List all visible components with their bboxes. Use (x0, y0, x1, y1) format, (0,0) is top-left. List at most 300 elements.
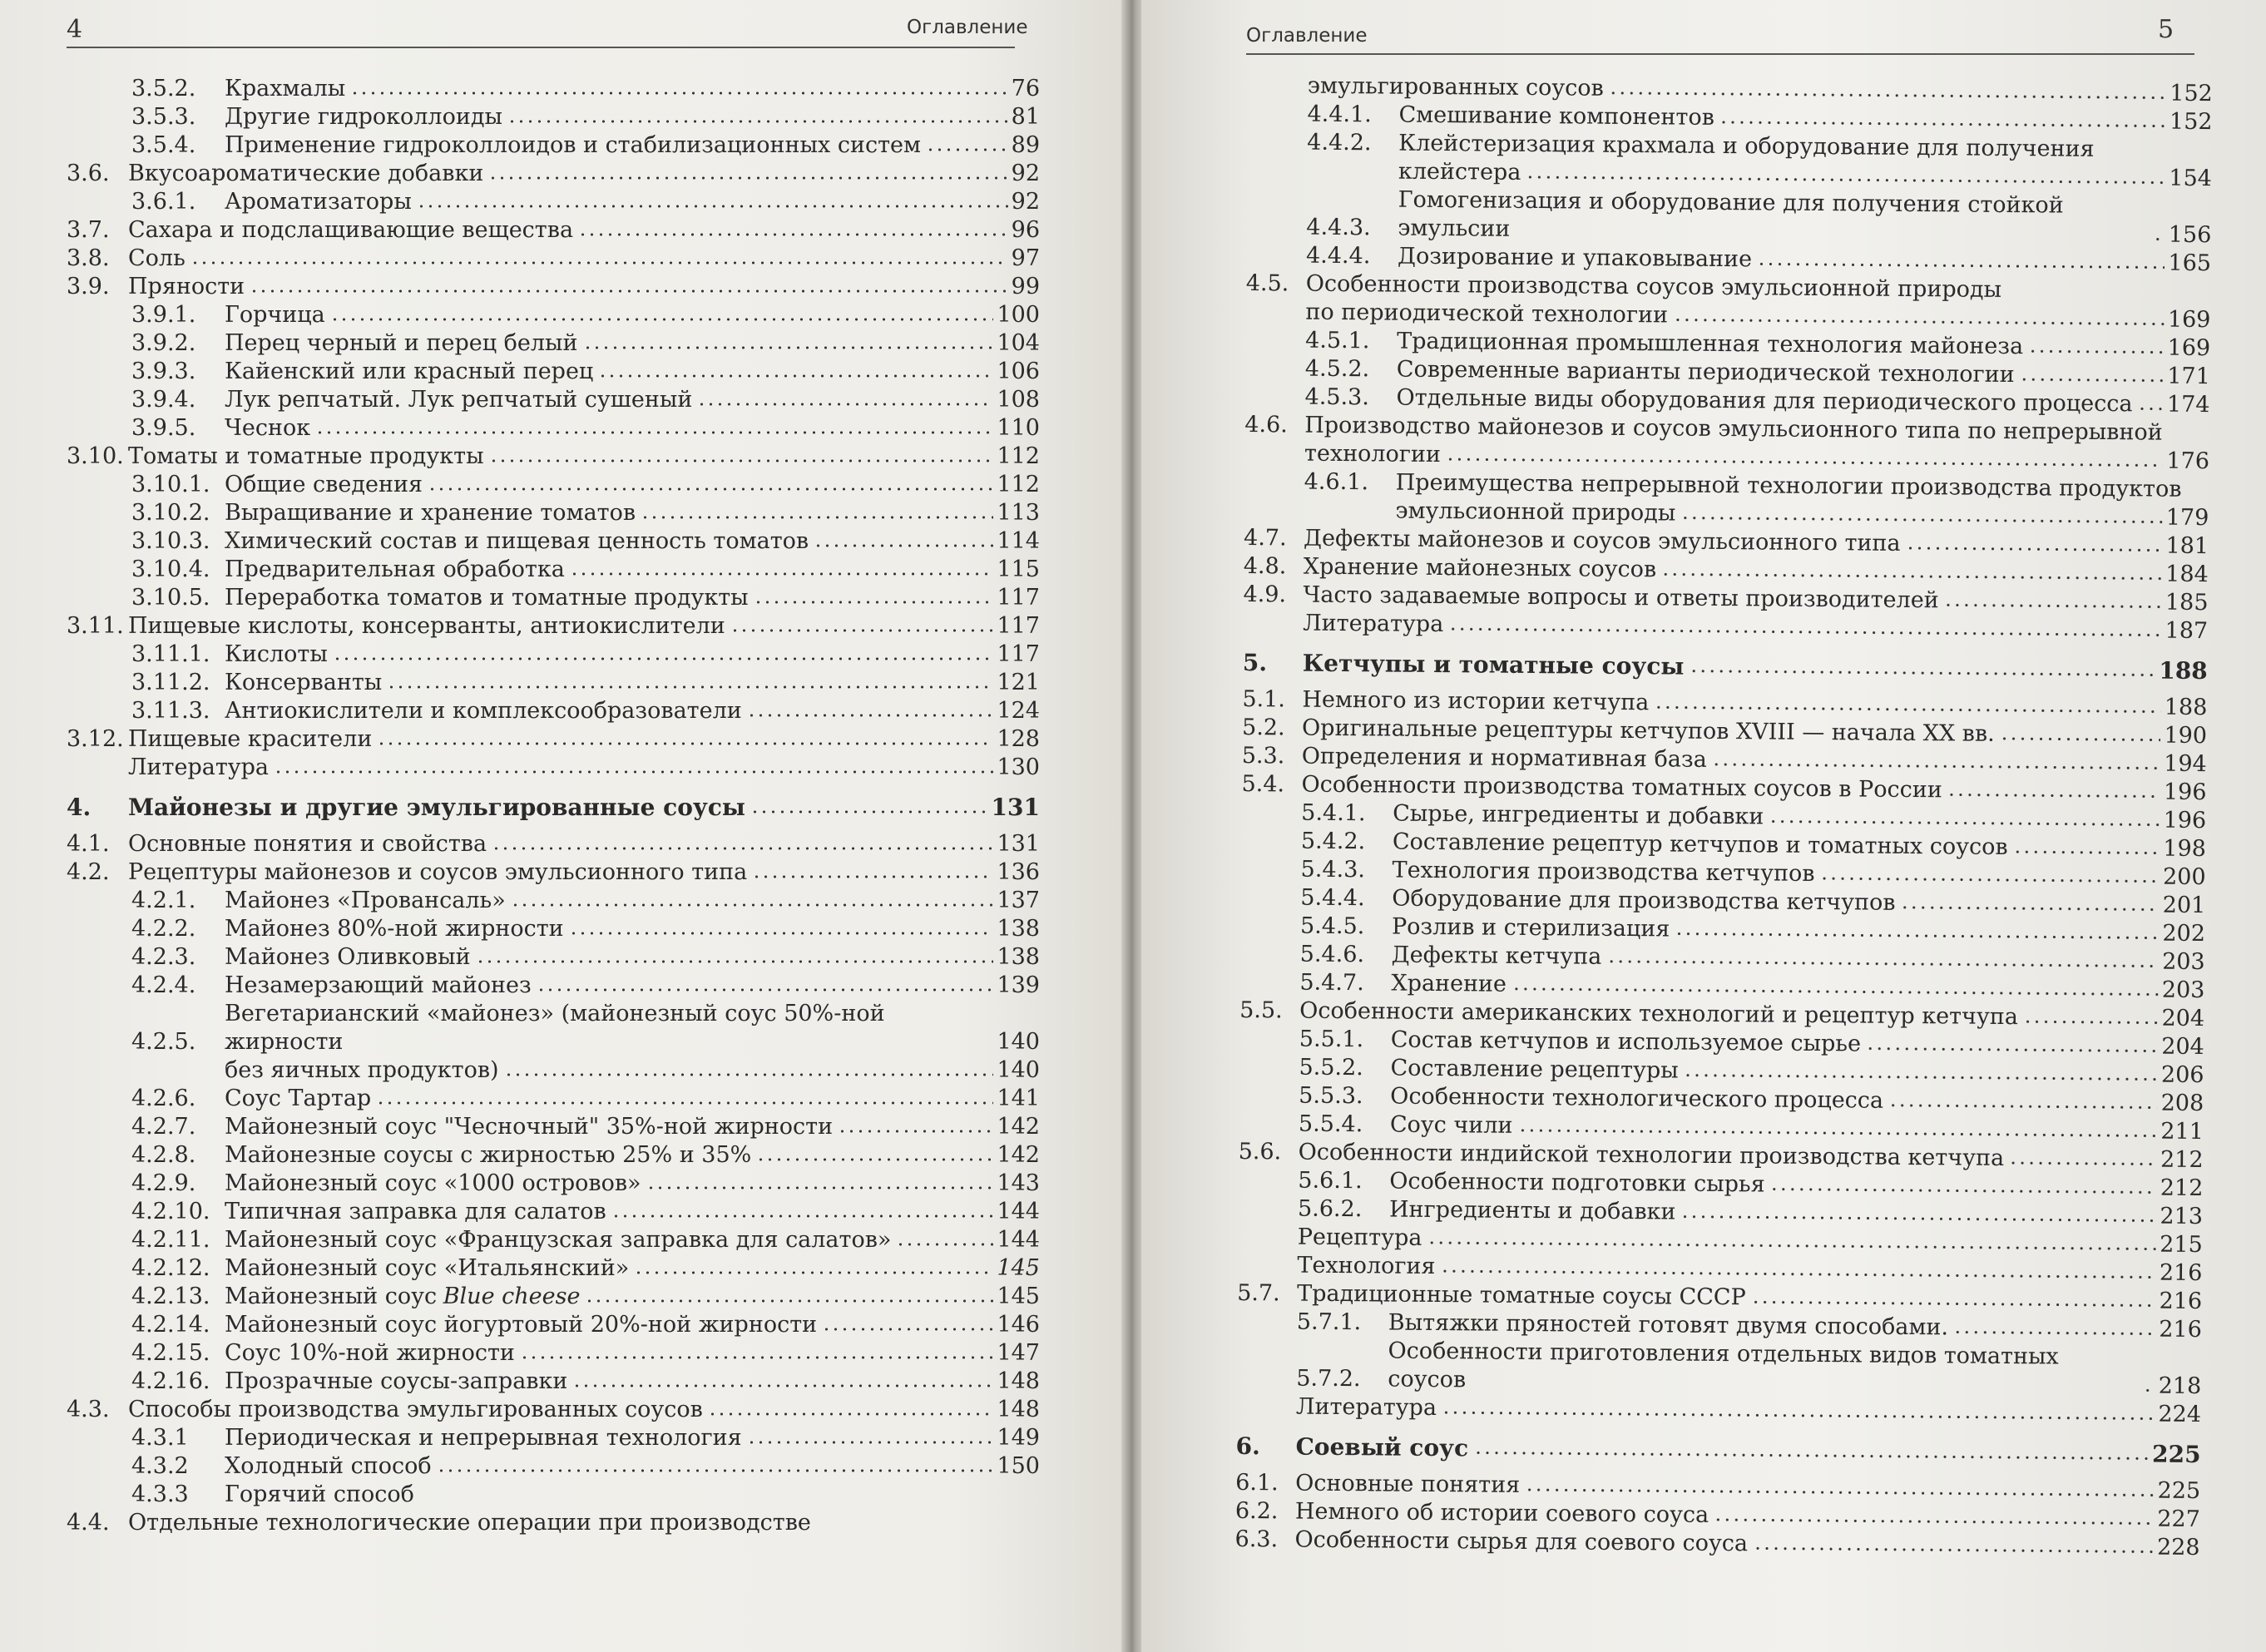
toc-entry-page: 198 (2163, 835, 2207, 863)
dot-leader (2144, 1387, 2155, 1393)
toc-entry-number: 4.2.11. (131, 1227, 210, 1253)
toc-entry-page: 117 (997, 613, 1040, 639)
toc-entry-title: Выращивание и хранение томатов (225, 500, 636, 526)
header-rule (1246, 53, 2194, 55)
toc-entry-title: Особенности производства томатных соусов в России (1301, 771, 1942, 804)
toc-entry-number: 4.4.4. (1305, 242, 1371, 270)
toc-entry-number: 4.6. (1244, 411, 1288, 438)
toc-entry-page: 97 (1011, 245, 1040, 271)
toc-entry (67, 1170, 1040, 1198)
toc-entry-page: 144 (997, 1227, 1040, 1253)
dot-leader (752, 873, 993, 880)
toc-entry-page: 148 (997, 1397, 1040, 1422)
toc-entry-title: Составление рецептуры (1390, 1055, 1679, 1084)
dot-leader (1888, 1102, 2158, 1111)
dot-leader (2009, 1160, 2157, 1168)
toc-entry-page: 92 (1011, 161, 1040, 186)
dot-leader (511, 902, 994, 908)
dot-leader (750, 809, 988, 815)
toc-entry-page: 141 (997, 1086, 1040, 1111)
toc-entry-number: 3.6. (67, 161, 110, 186)
toc-entry-title: Особенности приготовления отдельных видов томатных соусов (1388, 1338, 2059, 1393)
toc-entry (67, 794, 1040, 822)
toc-entry-number: 4.5. (1245, 270, 1289, 297)
toc-entry-title: Состав кетчупов и используемое сырье (1390, 1026, 1862, 1057)
toc-entry (67, 160, 1040, 188)
toc-entry-number: 4.3.2 (131, 1453, 189, 1479)
toc-entry-number: 4.4.2. (1307, 129, 1372, 156)
toc-entry-title: Предварительная обработка (225, 556, 565, 582)
toc-entry-page: 185 (2165, 589, 2209, 616)
toc-entry-page: 138 (997, 944, 1040, 970)
dot-leader (578, 231, 1008, 238)
toc-entry-title: Ароматизаторы (225, 189, 412, 215)
toc-entry-page: 215 (2160, 1231, 2203, 1259)
toc-entry-title: Составление рецептур кетчупов и томатных соусов (1392, 828, 2008, 861)
toc-entry-page: 128 (997, 726, 1040, 752)
toc-entry-title: Прозрачные соусы-заправки (225, 1368, 568, 1394)
toc-entry-page: 188 (2164, 694, 2208, 721)
toc-entry-number: 4.2.4. (131, 972, 196, 998)
page-number: 4 (67, 15, 83, 44)
toc-entry-number: 4.7. (1243, 524, 1287, 551)
toc-entry-title: Лук репчатый. Лук репчатый сушеный (225, 387, 693, 413)
dot-leader (492, 845, 993, 852)
toc-entry-number: 4.2. (67, 859, 110, 885)
toc-entry-title: Майонез 80%-ной жирности (225, 916, 564, 942)
toc-entry (67, 131, 1040, 160)
toc-entry-page: 147 (997, 1340, 1040, 1366)
dot-leader (1712, 761, 2161, 772)
toc-entry-title: Преимущества непрерывной технологии производства продуктов (1395, 469, 2182, 502)
dot-leader (1714, 1516, 2154, 1527)
dot-leader (489, 458, 994, 464)
toc-entry-page: 131 (991, 794, 1040, 821)
dot-leader (1689, 668, 2155, 679)
toc-entry (67, 329, 1040, 358)
toc-entry-page: 112 (997, 443, 1040, 469)
dot-leader (437, 1467, 994, 1474)
dot-leader (330, 316, 994, 323)
dot-leader (2013, 848, 2160, 857)
toc-entry-page: 117 (997, 585, 1040, 611)
page-number: 5 (2158, 15, 2174, 44)
toc-entry-page: 89 (1011, 132, 1040, 158)
toc-entry-page: 211 (2160, 1118, 2204, 1145)
toc-entry-page: 81 (1011, 104, 1040, 130)
toc-entry-number: 4.3.3 (131, 1481, 189, 1507)
dot-leader (1609, 90, 2167, 101)
toc-entry-title: без яичных продуктов) (225, 1057, 499, 1083)
dot-leader (1719, 119, 2166, 130)
dot-leader (1675, 931, 2159, 942)
toc-entry-title: Соевый соус (1295, 1432, 1469, 1462)
dot-leader (634, 1269, 993, 1276)
toc-entry-number: 4.2.13. (131, 1284, 210, 1309)
dot-leader (572, 1382, 993, 1389)
toc-entry-number: 5.5.2. (1299, 1054, 1363, 1081)
toc-entry-title: Особенности подготовки сырья (1389, 1168, 1765, 1198)
toc-entry-page: 169 (2167, 334, 2211, 362)
toc-entry-number: 5.4.5. (1299, 913, 1365, 940)
toc-entry-number: 5.1. (1242, 685, 1286, 713)
toc-entry (67, 1113, 1040, 1141)
toc-entry-page: 203 (2162, 948, 2205, 976)
toc-entry (67, 1141, 1040, 1170)
dot-leader (1525, 1486, 2154, 1499)
toc-entry-title: Сахара и подслащивающие вещества (128, 217, 574, 243)
dot-leader (274, 769, 993, 775)
toc-entry-title: Особенности технологического процесса (1390, 1083, 1884, 1114)
toc-entry-number: 4.2.10. (131, 1199, 210, 1224)
toc-entry-number: 3.5.4. (131, 132, 196, 158)
toc-entry (67, 943, 1040, 972)
toc-entry-title: Технология (1297, 1252, 1436, 1280)
toc-entry-title: Горчица (225, 302, 325, 328)
dot-leader (1769, 819, 2160, 828)
toc-entry-number: 5.4.4. (1300, 884, 1365, 912)
toc-entry-title: Основные понятия (1295, 1470, 1521, 1498)
toc-entry-number: 5.4.7. (1299, 969, 1364, 997)
toc-entry-page: 115 (997, 556, 1040, 582)
toc-entry (67, 301, 1040, 329)
toc-entry-title: Технология производства кетчупов (1392, 857, 1815, 887)
toc-entry-number: 4.2.7. (131, 1114, 196, 1140)
dot-leader (537, 987, 994, 993)
toc-entry-title: Вегетарианский «майонез» (майонезный соус 50%-ной жирности (225, 1001, 885, 1055)
toc-entry-page: 216 (2159, 1288, 2203, 1315)
toc-entry-title: Кислоты (225, 641, 328, 667)
toc-entry-page: 203 (2161, 977, 2205, 1004)
toc-entry-title: Особенности индийской технологии производства кетчупа (1298, 1139, 2005, 1171)
toc-entry-number: 3.12. (67, 726, 124, 752)
toc-entry-page: 112 (997, 472, 1040, 497)
toc-entry (67, 1198, 1040, 1226)
toc-entry-page: 76 (1011, 76, 1040, 101)
toc-entry-page: 113 (997, 500, 1040, 526)
dot-leader (520, 1354, 994, 1361)
dot-leader (570, 571, 994, 577)
dot-leader (1517, 1127, 2157, 1140)
toc-entry (67, 386, 1040, 414)
dot-leader (1606, 958, 2159, 970)
toc-entry-number: 4.2.5. (131, 1029, 196, 1055)
toc-entry-title: Майонезный соус «1000 островов» (225, 1170, 641, 1196)
toc-entry-page: 196 (2163, 779, 2207, 806)
toc-entry-title: Традиционные томатные соусы СССР (1297, 1280, 1746, 1311)
toc-entry-page: 216 (2159, 1259, 2203, 1287)
dot-leader (507, 118, 1008, 125)
dot-leader (585, 1298, 993, 1304)
toc-entry (67, 754, 1040, 782)
toc-entry-title: Литература (128, 754, 270, 780)
toc-entry-page: 121 (997, 670, 1040, 695)
toc-entry-page: 154 (2169, 165, 2213, 192)
toc-entry (67, 1424, 1040, 1452)
toc-entry (67, 556, 1040, 584)
toc-entry (67, 972, 1040, 1000)
dot-leader (583, 344, 994, 351)
toc-entry-number: 4.2.15. (131, 1340, 210, 1366)
dot-leader (1680, 515, 2163, 526)
toc-entry-page: 150 (997, 1453, 1040, 1479)
toc-entry (67, 75, 1040, 103)
toc-entry-title: Майонезный соус «Итальянский» (225, 1255, 630, 1281)
toc-entry-page: 212 (2160, 1146, 2204, 1174)
toc-entry-page: 200 (2162, 863, 2206, 891)
toc-entry-title: Современные варианты периодической технологии (1396, 356, 2015, 388)
dot-leader (730, 627, 994, 634)
dot-leader (756, 1156, 993, 1163)
toc-entry-title: Кетчупы и томатные соусы (1302, 649, 1685, 680)
toc-entry-number: 3.7. (67, 217, 110, 243)
toc-entry-title: Смешивание компонентов (1398, 101, 1715, 131)
toc-entry-title: Майонезные соусы с жирностью 25% и 35% (225, 1142, 752, 1168)
toc-entry-number: 5.5.4. (1298, 1110, 1363, 1138)
dot-leader (822, 1326, 993, 1333)
dot-leader (1511, 986, 2159, 998)
toc-entry-page: 136 (997, 859, 1040, 885)
toc-entry (67, 858, 1040, 887)
dot-leader (1427, 1239, 2156, 1253)
right-page (1141, 0, 2266, 1652)
header-rule (67, 47, 1015, 48)
toc-entry-number: 4. (67, 794, 92, 821)
toc-entry-title: Традиционная промышленная технология майонеза (1397, 328, 2024, 360)
toc-entry-page: 188 (2159, 656, 2208, 685)
toc-entry-title: Вкусоароматические добавки (128, 161, 484, 186)
dot-leader (377, 740, 993, 747)
toc-entry-page: 171 (2167, 363, 2210, 390)
toc-entry-number: 5.5.1. (1299, 1026, 1364, 1053)
toc-entry-page: 225 (2157, 1477, 2201, 1505)
toc-entry (67, 697, 1040, 725)
dot-leader (1770, 1186, 2157, 1196)
toc-entry-title: Общие сведения (225, 472, 423, 497)
toc-entry-title: Основные понятия и свойства (128, 831, 487, 857)
dot-leader (350, 90, 1007, 96)
toc-entry (67, 188, 1040, 216)
toc-entry-title: Отдельные виды оборудования для периодического процесса (1396, 384, 2133, 418)
toc-entry (1246, 185, 2212, 250)
toc-entry-page: 100 (997, 302, 1040, 328)
toc-list-right (1234, 72, 2213, 1562)
toc-entry-page: 110 (997, 415, 1040, 441)
toc-entry-number: 3.6.1. (131, 189, 196, 215)
dot-leader (754, 599, 994, 606)
toc-entry-title: Немного об истории соевого соуса (1294, 1498, 1709, 1528)
toc-entry-number: 5.6.2. (1297, 1195, 1363, 1223)
dot-leader (315, 429, 993, 436)
toc-entry (67, 216, 1040, 245)
toc-entry-page: 184 (2165, 561, 2209, 588)
running-head: Оглавление (1246, 25, 1368, 47)
toc-entry-page: 92 (1011, 189, 1040, 215)
toc-entry-number: 3.11.3. (131, 698, 210, 724)
dot-leader (1944, 601, 2162, 610)
toc-entry (67, 725, 1040, 754)
toc-entry-title: Определения и нормативная база (1301, 743, 1707, 773)
dot-leader (838, 1128, 993, 1135)
dot-leader (1442, 1409, 2155, 1422)
toc-entry-number: 5.4.6. (1299, 941, 1365, 968)
dot-leader (1654, 704, 2161, 715)
toc-entry-page: 106 (997, 359, 1040, 384)
toc-entry-title: Пряности (128, 274, 245, 299)
toc-entry-page: 145 (997, 1284, 1040, 1309)
toc-entry-page: 181 (2165, 532, 2209, 560)
toc-entry-title: Розлив и стерилизация (1391, 913, 1670, 942)
toc-entry (67, 1254, 1040, 1283)
toc-entry (67, 499, 1040, 527)
toc-entry-number: 3.10.3. (131, 528, 210, 554)
dot-leader (2028, 348, 2165, 355)
dot-leader (611, 1213, 994, 1219)
dot-leader (1680, 1214, 2156, 1224)
toc-entry-number: 5.7.2. (1296, 1365, 1361, 1392)
toc-entry-number: 4.2.1. (131, 888, 196, 913)
toc-entry-number: 3.9.2. (131, 330, 196, 356)
toc-entry-number: 5.3. (1241, 742, 1285, 769)
toc-entry-number: 4.2.6. (131, 1086, 196, 1111)
toc-entry-title: Литература (1303, 610, 1444, 638)
toc-entry-number: 3.10. (67, 443, 124, 469)
toc-entry-number: 4.2.9. (131, 1170, 196, 1196)
toc-entry (1243, 649, 2208, 685)
toc-entry-number: 3.8. (67, 245, 110, 271)
toc-entry-title: Незамерзающий майонез (225, 972, 532, 998)
toc-entry-number: 3.10.5. (131, 585, 210, 611)
dot-leader (376, 1100, 993, 1106)
toc-entry-title: Майонезный соус йогуртовый 20%-ной жирности (225, 1312, 818, 1338)
toc-entry-page: 140 (997, 1029, 1040, 1055)
toc-entry-number: 5.4.1. (1301, 799, 1366, 827)
toc-entry-page: 187 (2165, 617, 2209, 645)
toc-entry-page: 204 (2161, 1033, 2204, 1061)
toc-entry-number: 5.5. (1239, 997, 1283, 1024)
toc-entry-title: Томаты и томатные продукты (128, 443, 484, 469)
toc-entry-page: 99 (1011, 274, 1040, 299)
toc-entry-title: клейстера (1398, 158, 1521, 185)
dot-leader (387, 684, 993, 690)
dot-leader (417, 203, 1008, 210)
toc-entry-page: 224 (2158, 1401, 2202, 1428)
toc-entry-title: Дефекты майонезов и соусов эмульсионного типа (1303, 525, 1901, 556)
dot-leader (1440, 1268, 2155, 1281)
toc-entry-number: 4.5.2. (1304, 355, 1370, 383)
toc-entry-page: 201 (2162, 892, 2206, 919)
toc-entry-number: 3.9. (67, 274, 110, 299)
toc-entry-number: 3.5.2. (131, 76, 196, 101)
toc-entry-number: 4.3.1 (131, 1425, 189, 1451)
toc-entry-number: 4.1. (67, 831, 110, 857)
dot-leader (1900, 904, 2159, 913)
dot-leader (1684, 1072, 2158, 1083)
toc-entry-title: Консерванты (225, 670, 383, 695)
toc-entry-page: 169 (2167, 306, 2211, 334)
dot-leader (333, 655, 994, 662)
toc-list-left (67, 75, 1040, 1537)
toc-entry-page: 143 (997, 1170, 1040, 1196)
toc-entry-page: 218 (2158, 1373, 2202, 1400)
toc-entry-number: 4.5.1. (1305, 327, 1370, 354)
dot-leader (1448, 626, 2161, 638)
dot-leader (504, 1071, 994, 1078)
toc-entry-title: Оборудование для производства кетчупов (1392, 885, 1896, 916)
toc-entry-title: Немного из истории кетчупа (1302, 686, 1650, 716)
toc-entry (67, 584, 1040, 612)
toc-entry-number: 5.5.3. (1299, 1082, 1363, 1110)
toc-entry-title: Пищевые кислоты, консерванты, антиокислители (128, 613, 725, 639)
dot-leader (488, 175, 1007, 181)
toc-entry-page: 149 (997, 1425, 1040, 1451)
dot-leader (708, 1411, 994, 1417)
toc-entry-page: 124 (997, 698, 1040, 724)
toc-entry-title: Литература (1295, 1393, 1437, 1422)
toc-entry-number: 5. (1242, 648, 1268, 677)
toc-entry-page: 96 (1011, 217, 1040, 243)
toc-entry-title: Дозирование и упаковывание (1397, 243, 1753, 273)
toc-entry (67, 1368, 1040, 1396)
toc-entry-page: 174 (2166, 391, 2210, 418)
toc-entry-number: 5.6.1. (1298, 1167, 1363, 1194)
toc-entry-page: 131 (997, 831, 1040, 857)
toc-entry-page: 140 (997, 1057, 1040, 1083)
toc-entry-title: Горячий способ (225, 1481, 414, 1507)
dot-leader (569, 930, 994, 937)
dot-leader (747, 712, 994, 719)
toc-entry (67, 1056, 1040, 1085)
dot-leader (1473, 1449, 2149, 1462)
toc-entry (67, 443, 1040, 471)
toc-entry-number: 3.10.2. (131, 500, 210, 526)
toc-entry-title: Типичная заправка для салатов (225, 1199, 606, 1224)
toc-entry (67, 1311, 1040, 1339)
toc-entry (67, 245, 1040, 273)
toc-entry (67, 103, 1040, 131)
toc-entry-number: 4.2.16. (131, 1368, 210, 1394)
toc-entry-page: 152 (2169, 108, 2213, 136)
toc-entry-title: Особенности сырья для соевого соуса (1294, 1526, 1749, 1557)
toc-entry-title: Оригинальные рецептуры кетчупов XVIII — начала XX вв. (1301, 715, 1995, 747)
toc-entry-title: Вытяжки пряностей готовят двумя способами. (1388, 1309, 1949, 1341)
dot-leader (1906, 545, 2163, 554)
toc-entry-title: Майонез Оливковый (225, 944, 471, 970)
toc-entry-title: Дефекты кетчупа (1391, 942, 1602, 970)
toc-entry-title: Чеснок (225, 415, 311, 441)
toc-entry-page: 139 (997, 972, 1040, 998)
toc-entry-title: Майонез «Провансаль» (225, 888, 506, 913)
toc-entry-title: Кайенский или красный перец (225, 359, 594, 384)
dot-leader (1661, 571, 2162, 581)
toc-entry-title: Другие гидроколлоиды (225, 104, 502, 130)
toc-entry-page: 108 (997, 387, 1040, 413)
toc-entry (67, 1339, 1040, 1368)
toc-entry-number: 4.2.3. (131, 944, 196, 970)
dot-leader (646, 1185, 994, 1191)
toc-entry (67, 830, 1040, 858)
toc-entry-page: 190 (2164, 722, 2208, 749)
dot-leader (747, 1439, 994, 1446)
toc-entry-page: 212 (2160, 1175, 2204, 1202)
toc-entry (1235, 1432, 2200, 1469)
dot-leader (1446, 456, 2164, 469)
dot-leader (250, 288, 1007, 294)
toc-entry-title: по периодической технологии (1305, 299, 1669, 329)
toc-entry-title: Пищевые красители (128, 726, 373, 752)
toc-entry-number: 4.6.1. (1304, 468, 1369, 496)
toc-entry-number: 4.3. (67, 1397, 110, 1422)
